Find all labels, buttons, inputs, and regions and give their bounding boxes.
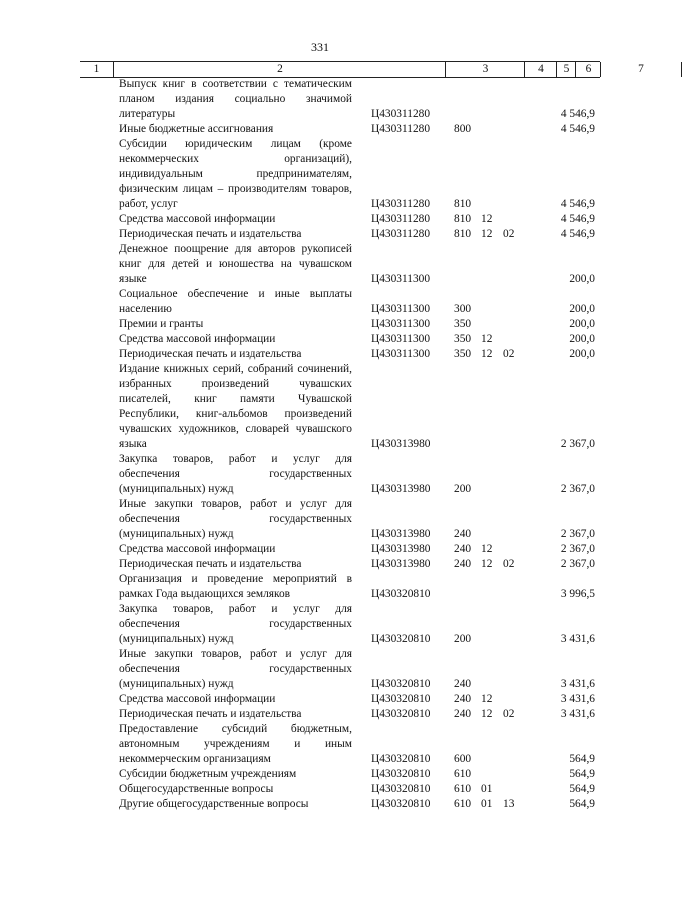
row-subsection: 02 xyxy=(503,348,515,360)
row-code: Ц430320810 xyxy=(371,753,431,765)
row-code: Ц430320810 xyxy=(371,588,431,600)
row-name: Периодическая печать и издательства xyxy=(119,708,302,720)
row-expense-type: 350 xyxy=(454,348,472,360)
row-code: Ц430313980 xyxy=(371,483,431,495)
row-amount: 2 367,0 xyxy=(560,438,595,450)
row-name: Средства массовой информации xyxy=(119,693,276,705)
row-expense-type: 300 xyxy=(454,303,472,315)
row-amount: 3 431,6 xyxy=(560,678,595,690)
row-name: Социальное обеспечение и иные выплаты населению xyxy=(119,288,352,315)
row-expense-type: 350 xyxy=(454,333,472,345)
table-row xyxy=(0,452,640,497)
row-name: Денежное поощрение для авторов рукописей книг для детей и юношества на чувашском языке xyxy=(119,243,352,285)
row-name: Общегосударственные вопросы xyxy=(119,783,274,795)
page-number: 331 xyxy=(311,40,329,54)
table-row xyxy=(0,722,640,767)
row-expense-type: 350 xyxy=(454,318,472,330)
row-amount: 2 367,0 xyxy=(560,543,595,555)
row-subsection: 02 xyxy=(503,228,515,240)
row-expense-type: 810 xyxy=(454,213,472,225)
row-section: 12 xyxy=(481,543,493,555)
row-amount: 2 367,0 xyxy=(560,528,595,540)
table-row xyxy=(0,362,640,452)
row-code: Ц430311280 xyxy=(371,228,431,240)
row-section: 12 xyxy=(481,558,493,570)
table-body xyxy=(0,77,640,812)
row-name: Издание книжных серий, собраний сочинений, избранных произведений чувашских писателей, книг памяти Чувашской Республики, книг-альбомов произведений чувашских художников, словарей чувашского языка xyxy=(119,363,352,450)
row-amount: 4 546,9 xyxy=(560,123,595,135)
row-amount: 4 546,9 xyxy=(560,198,595,210)
row-name: Периодическая печать и издательства xyxy=(119,228,302,240)
row-subsection: 13 xyxy=(503,798,515,810)
row-amount: 2 367,0 xyxy=(560,558,595,570)
row-amount: 200,0 xyxy=(569,273,595,285)
row-expense-type: 810 xyxy=(454,228,472,240)
table-row xyxy=(0,317,640,332)
row-expense-type: 810 xyxy=(454,198,472,210)
table-row xyxy=(0,497,640,542)
row-code: Ц430311280 xyxy=(371,123,431,135)
row-amount: 3 431,6 xyxy=(560,708,595,720)
row-amount: 200,0 xyxy=(569,333,595,345)
row-section: 12 xyxy=(481,228,493,240)
table-row xyxy=(0,707,640,722)
row-amount: 2 367,0 xyxy=(560,483,595,495)
row-name: Выпуск книг в соответствии с тематическим планом издания социально значимой литературы xyxy=(119,78,352,120)
row-expense-type: 200 xyxy=(454,483,472,495)
row-expense-type: 610 xyxy=(454,798,472,810)
row-section: 12 xyxy=(481,333,493,345)
row-name: Средства массовой информации xyxy=(119,333,276,345)
row-name: Иные закупки товаров, работ и услуг для обеспечения государственных (муниципальных) нужд xyxy=(119,498,352,540)
table-row xyxy=(0,542,640,557)
row-name: Организация и проведение мероприятий в рамках Года выдающихся земляков xyxy=(119,573,352,600)
table-row xyxy=(0,332,640,347)
row-name: Периодическая печать и издательства xyxy=(119,558,302,570)
table-row xyxy=(0,602,640,647)
row-code: Ц430311280 xyxy=(371,198,431,210)
row-subsection: 02 xyxy=(503,708,515,720)
table-row xyxy=(0,692,640,707)
row-amount: 4 546,9 xyxy=(560,108,595,120)
row-name: Закупка товаров, работ и услуг для обеспечения государственных (муниципальных) нужд xyxy=(119,603,352,645)
row-code: Ц430320810 xyxy=(371,768,431,780)
table-row xyxy=(0,647,640,692)
row-section: 01 xyxy=(481,798,493,810)
header-col-4: 4 xyxy=(524,62,557,77)
header-col-6: 6 xyxy=(575,62,601,77)
table-row xyxy=(0,77,640,122)
row-section: 12 xyxy=(481,213,493,225)
row-amount: 3 996,5 xyxy=(560,588,595,600)
row-amount: 200,0 xyxy=(569,348,595,360)
table-row xyxy=(0,227,640,242)
table-row xyxy=(0,797,640,812)
header-col-3: 3 xyxy=(445,62,525,77)
row-subsection: 02 xyxy=(503,558,515,570)
row-name: Средства массовой информации xyxy=(119,213,276,225)
table-row xyxy=(0,287,640,317)
row-amount: 4 546,9 xyxy=(560,228,595,240)
row-amount: 564,9 xyxy=(569,768,595,780)
row-amount: 564,9 xyxy=(569,798,595,810)
table-row xyxy=(0,212,640,227)
row-amount: 3 431,6 xyxy=(560,693,595,705)
row-section: 12 xyxy=(481,708,493,720)
header-col-1: 1 xyxy=(93,63,100,75)
row-expense-type: 240 xyxy=(454,708,472,720)
row-name: Средства массовой информации xyxy=(119,543,276,555)
row-amount: 564,9 xyxy=(569,753,595,765)
row-name: Субсидии юридическим лицам (кроме некоммерческих организаций), индивидуальным предпринимателям, физическим лицам – производителям товаров, работ, услуг xyxy=(119,138,352,210)
row-section: 12 xyxy=(481,693,493,705)
row-code: Ц430311300 xyxy=(371,333,431,345)
row-code: Ц430320810 xyxy=(371,693,431,705)
row-code: Ц430311280 xyxy=(371,108,431,120)
row-expense-type: 200 xyxy=(454,633,472,645)
row-code: Ц430311280 xyxy=(371,213,431,225)
table-row xyxy=(0,557,640,572)
row-amount: 200,0 xyxy=(569,318,595,330)
row-section: 01 xyxy=(481,783,493,795)
table-row xyxy=(0,137,640,212)
row-code: Ц430313980 xyxy=(371,438,431,450)
row-code: Ц430311300 xyxy=(371,348,431,360)
row-section: 12 xyxy=(481,348,493,360)
table-row xyxy=(0,242,640,287)
row-name: Субсидии бюджетным учреждениям xyxy=(119,768,297,780)
table-header xyxy=(80,61,644,78)
row-expense-type: 240 xyxy=(454,678,472,690)
row-name: Другие общегосударственные вопросы xyxy=(119,798,309,810)
row-name: Предоставление субсидий бюджетным, автономным учреждениям и иным некоммерческим организациям xyxy=(119,723,352,765)
row-code: Ц430320810 xyxy=(371,678,431,690)
row-amount: 564,9 xyxy=(569,783,595,795)
row-name: Премии и гранты xyxy=(119,318,204,330)
table-row xyxy=(0,122,640,137)
row-code: Ц430311300 xyxy=(371,318,431,330)
header-col-7: 7 xyxy=(600,62,682,77)
table-row xyxy=(0,347,640,362)
header-col-2: 2 xyxy=(113,62,446,77)
row-code: Ц430320810 xyxy=(371,798,431,810)
row-name: Иные бюджетные ассигнования xyxy=(119,123,274,135)
row-name: Закупка товаров, работ и услуг для обеспечения государственных (муниципальных) нужд xyxy=(119,453,352,495)
table-row xyxy=(0,572,640,602)
row-expense-type: 600 xyxy=(454,753,472,765)
row-expense-type: 610 xyxy=(454,768,472,780)
row-expense-type: 240 xyxy=(454,693,472,705)
row-code: Ц430320810 xyxy=(371,783,431,795)
header-col-5: 5 xyxy=(556,62,576,77)
row-name: Периодическая печать и издательства xyxy=(119,348,302,360)
row-code: Ц430311300 xyxy=(371,303,431,315)
row-expense-type: 610 xyxy=(454,783,472,795)
row-code: Ц430313980 xyxy=(371,528,431,540)
row-amount: 3 431,6 xyxy=(560,633,595,645)
row-amount: 200,0 xyxy=(569,303,595,315)
row-name: Иные закупки товаров, работ и услуг для обеспечения государственных (муниципальных) нужд xyxy=(119,648,352,690)
row-code: Ц430311300 xyxy=(371,273,431,285)
row-amount: 4 546,9 xyxy=(560,213,595,225)
row-code: Ц430320810 xyxy=(371,708,431,720)
row-expense-type: 240 xyxy=(454,528,472,540)
row-expense-type: 800 xyxy=(454,123,472,135)
table-row xyxy=(0,782,640,797)
row-code: Ц430313980 xyxy=(371,543,431,555)
row-expense-type: 240 xyxy=(454,543,472,555)
row-code: Ц430320810 xyxy=(371,633,431,645)
table-row xyxy=(0,767,640,782)
row-code: Ц430313980 xyxy=(371,558,431,570)
row-expense-type: 240 xyxy=(454,558,472,570)
